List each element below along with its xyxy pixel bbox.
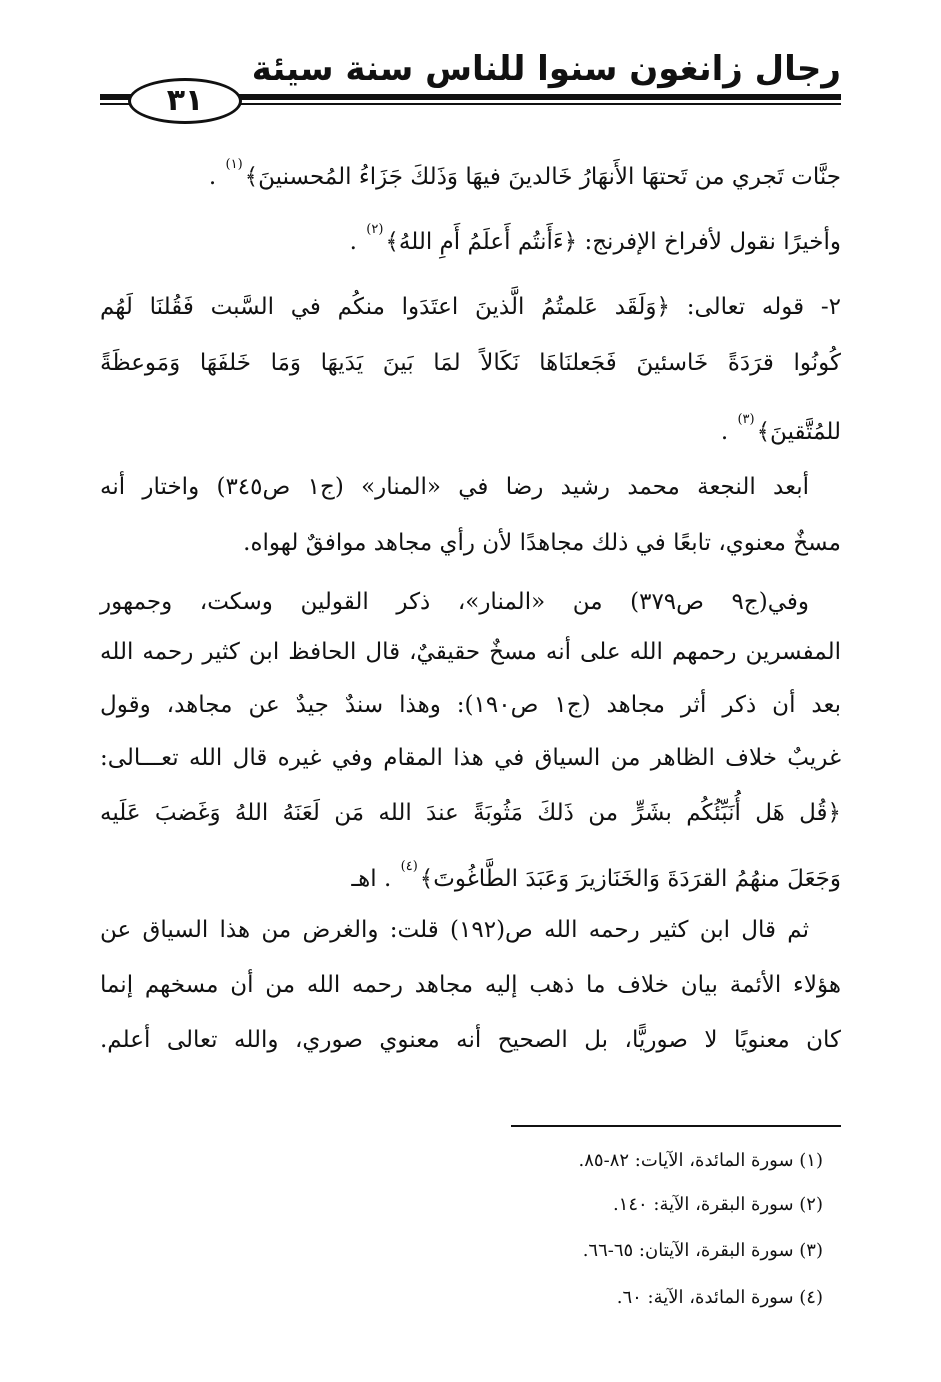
- punctuation: .: [720, 419, 729, 445]
- abbreviation-end: . اهـ: [351, 866, 392, 892]
- text-line: [100, 842, 841, 892]
- verse-line: ﴿قُل هَل أُنَبِّئُكُم بشَرٍّ من ذَلكَ مَثُوبَةً عندَ الله مَن لَعَنَهُ اللهُ وَغَضبَ عَلَيه: [100, 800, 841, 826]
- verse-text: وَجَعَلَ منهُمُ القرَدَةَ وَالخَنَازيرَ وَعَبَدَ الطَّاغُوتَ﴾: [419, 866, 841, 892]
- footnote-ref: (١): [225, 157, 243, 172]
- text-line: [100, 140, 841, 190]
- text-line: [100, 395, 841, 445]
- punctuation: .: [349, 229, 357, 255]
- footnote: (٢) سورة البقرة، الآية: ١٤٠.: [612, 1194, 823, 1215]
- verse-text: جنَّات تَجري من تَحتهَا الأَنهَارُ خَالدينَ فيهَا وَذَلكَ جَزَاءُ المُحسنينَ﴾: [244, 164, 841, 190]
- footnote-separator: [511, 1125, 841, 1127]
- text-line: هؤلاء الأئمة بيان خلاف ما ذهب إليه مجاهد رحمه الله من أن مسخهم إنما: [100, 972, 841, 998]
- text-line: كُونُوا قرَدَةً خَاسئينَ فَجَعلنَاهَا نَكَالاً لمَا بَينَ يَدَيهَا وَمَا خَلفَهَا وَمَوعظَةً: [100, 350, 841, 376]
- punctuation: .: [208, 164, 217, 190]
- footnote: (١) سورة المائدة، الآيات: ٨٢-٨٥.: [578, 1150, 823, 1171]
- text-line: مسخٌ معنوي، تابعًا في ذلك مجاهدًا لأن رأي مجاهد موافقٌ لهواه.: [243, 530, 841, 556]
- footnote: (٣) سورة البقرة، الآيتان: ٦٥-٦٦.: [582, 1240, 823, 1261]
- footnote-ref: (٣): [737, 412, 755, 427]
- footnote-ref: (٤): [400, 859, 418, 874]
- text-line: غريبٌ خلاف الظاهر من السياق في هذا المقام وفي غيره قال الله تعـــالى:: [100, 745, 841, 771]
- paragraph-text: وأخيرًا نقول لأفراخ الإفرنج: ﴿ءَأَنتُم أَعلَمُ أَمِ اللهُ﴾: [385, 229, 841, 255]
- text-line: ثم قال ابن كثير رحمه الله ص(١٩٢) قلت: والغرض من هذا السياق عن: [100, 917, 809, 943]
- text-line: بعد أن ذكر أثر مجاهد (ج١ ص١٩٠): وهذا سندٌ جيدٌ عن مجاهد، وقول: [100, 692, 841, 718]
- verse-text: للمُتَّقينَ﴾: [756, 419, 841, 445]
- text-line: كان معنويًا لا صوريًّا، بل الصحيح أنه معنوي صوري، والله تعالى أعلم.: [100, 1027, 841, 1053]
- text-line: وفي(ج٩ ص٣٧٩) من «المنار»، ذكر القولين وسكت، وجمهور: [100, 589, 809, 615]
- footnote: (٤) سورة المائدة، الآية: ٦٠.: [616, 1287, 823, 1308]
- text-line: ٢- قوله تعالى: ﴿وَلَقَد عَلمتُمُ الَّذينَ اعتَدَوا منكُم في السَّبت فَقُلنَا لَهُم: [100, 294, 841, 320]
- text-line: [100, 205, 841, 255]
- running-header-title: رجال زانغون سنوا للناس سنة سيئة: [251, 49, 841, 89]
- text-line: المفسرين رحمهم الله على أنه مسخٌ حقيقيٌ، قال الحافظ ابن كثير رحمه الله: [100, 639, 841, 665]
- footnote-ref: (٢): [366, 222, 384, 237]
- text-line: أبعد النجعة محمد رشيد رضا في «المنار» (ج١ ص٣٤٥) واختار أنه: [100, 474, 809, 500]
- page-number: ٣١: [128, 78, 242, 124]
